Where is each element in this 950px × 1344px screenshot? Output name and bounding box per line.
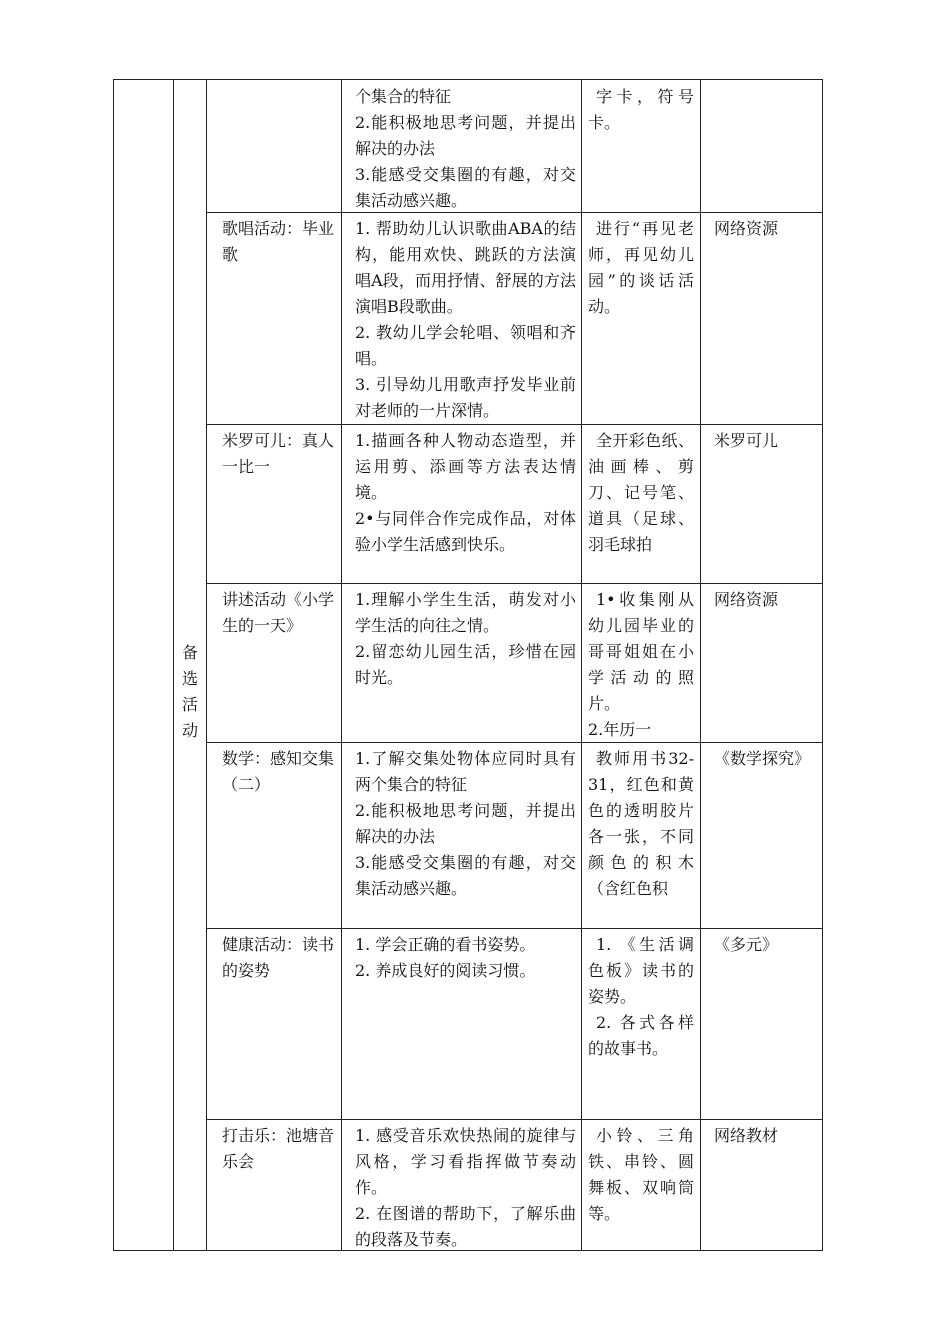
table-row <box>114 1119 822 1250</box>
goal-item: 2.留恋幼儿园生活，珍惜在园时光。 <box>355 642 576 687</box>
category-label-char: 选 <box>181 669 198 688</box>
goal-item: 2. 养成良好的阅读习惯。 <box>355 961 536 980</box>
activity-prep <box>581 212 700 424</box>
activity-table <box>113 79 823 1251</box>
goal-item: 2.能积极地思考问题，并提出解决的办法 <box>355 113 576 158</box>
table-row <box>114 212 822 424</box>
goal-item: 1. 感受音乐欢快热闹的旋律与风格，学习看指挥做节奏动作。 <box>355 1126 576 1197</box>
activity-prep <box>581 928 700 1119</box>
prep-item: 全开彩色纸、油画棒、剪刀、记号笔、道具（足球、羽毛球拍 <box>588 431 694 554</box>
table-row <box>114 424 822 583</box>
activity-goals <box>341 80 581 212</box>
prep-item: 2. 各式各样的故事书。 <box>588 1013 694 1058</box>
goal-item: 3.能感受交集圈的有趣，对交集活动感兴趣。 <box>355 165 576 210</box>
goal-item: 2. 在图谱的帮助下，了解乐曲的段落及节奏。 <box>355 1204 576 1249</box>
activity-prep <box>581 583 700 742</box>
goal-item: 2•与同伴合作完成作品，对体验小学生活感到快乐。 <box>355 509 576 554</box>
activity-name: 数学：感知交集（二） <box>222 749 335 794</box>
activity-prep <box>581 424 700 583</box>
table-row <box>114 80 822 212</box>
activity-goals <box>341 928 581 1119</box>
activity-prep <box>581 1119 700 1250</box>
activity-resource: 网络资源 <box>714 219 779 238</box>
activity-resource: 米罗可儿 <box>714 431 779 450</box>
goal-item: 3.能感受交集圈的有趣，对交集活动感兴趣。 <box>355 853 576 898</box>
prep-item: 字卡，符号卡。 <box>588 87 694 132</box>
prep-item: 2.年历一 <box>588 720 652 739</box>
goal-item: 1.了解交集处物体应同时具有两个集合的特征 <box>355 749 576 794</box>
prep-item: 小铃、三角铁、串铃、圆舞板、双响筒等。 <box>588 1126 694 1223</box>
activity-prep <box>581 742 700 928</box>
prep-item: 1•收集刚从幼儿园毕业的哥哥姐姐在小学活动的照片。 <box>588 590 694 713</box>
goal-item: 1.描画各种人物动态造型，并运用剪、添画等方法表达情境。 <box>355 431 576 502</box>
activity-resource: 网络资源 <box>714 590 779 609</box>
activity-resource: 《多元》 <box>714 935 779 954</box>
prep-item: 进行“再见老师，再见幼儿园”的谈话活动。 <box>588 219 694 316</box>
prep-item: 教师用书32-31，红色和黄色的透明胶片各一张，不同颜色的积木（含红色积 <box>588 749 694 898</box>
goal-item: 个集合的特征 <box>355 87 452 106</box>
activity-goals <box>341 583 581 742</box>
activity-name: 打击乐：池塘音乐会 <box>222 1126 335 1171</box>
table-row <box>114 742 822 928</box>
activity-name: 米罗可儿：真人一比一 <box>222 431 335 476</box>
table-row <box>114 583 822 742</box>
goal-item: 1. 帮助幼儿认识歌曲ABA的结构，能用欢快、跳跃的方法演唱A段，而用抒情、舒展的方法演唱B段歌曲。 <box>355 219 576 316</box>
category-label-char: 动 <box>181 721 198 740</box>
goal-item: 3. 引导幼儿用歌声抒发毕业前对老师的一片深情。 <box>355 375 576 420</box>
category-label-char: 活 <box>181 695 198 714</box>
category-label-char: 备 <box>181 643 198 662</box>
activity-goals <box>341 742 581 928</box>
activity-goals <box>341 424 581 583</box>
activity-resource: 《数学探究》 <box>714 749 811 768</box>
activity-goals <box>341 1119 581 1250</box>
table-row <box>114 928 822 1119</box>
goal-item: 2.能积极地思考问题，并提出解决的办法 <box>355 801 576 846</box>
activity-resource: 网络教材 <box>714 1126 779 1145</box>
activity-prep <box>581 80 700 212</box>
goal-item: 2. 教幼儿学会轮唱、领唱和齐唱。 <box>355 323 576 368</box>
activity-name: 歌唱活动：毕业歌 <box>222 219 335 264</box>
goal-item: 1.理解小学生生活，萌发对小学生活的向往之情。 <box>355 590 576 635</box>
activity-name: 健康活动：读书的姿势 <box>222 935 335 980</box>
activity-goals <box>341 212 581 424</box>
activity-resource <box>700 80 822 212</box>
activity-name: 讲述活动《小学生的一天》 <box>222 590 335 635</box>
goal-item: 1. 学会正确的看书姿势。 <box>355 935 536 954</box>
activity-name <box>206 80 341 212</box>
prep-item: 1. 《生活调色板》读书的姿势。 <box>588 935 694 1006</box>
